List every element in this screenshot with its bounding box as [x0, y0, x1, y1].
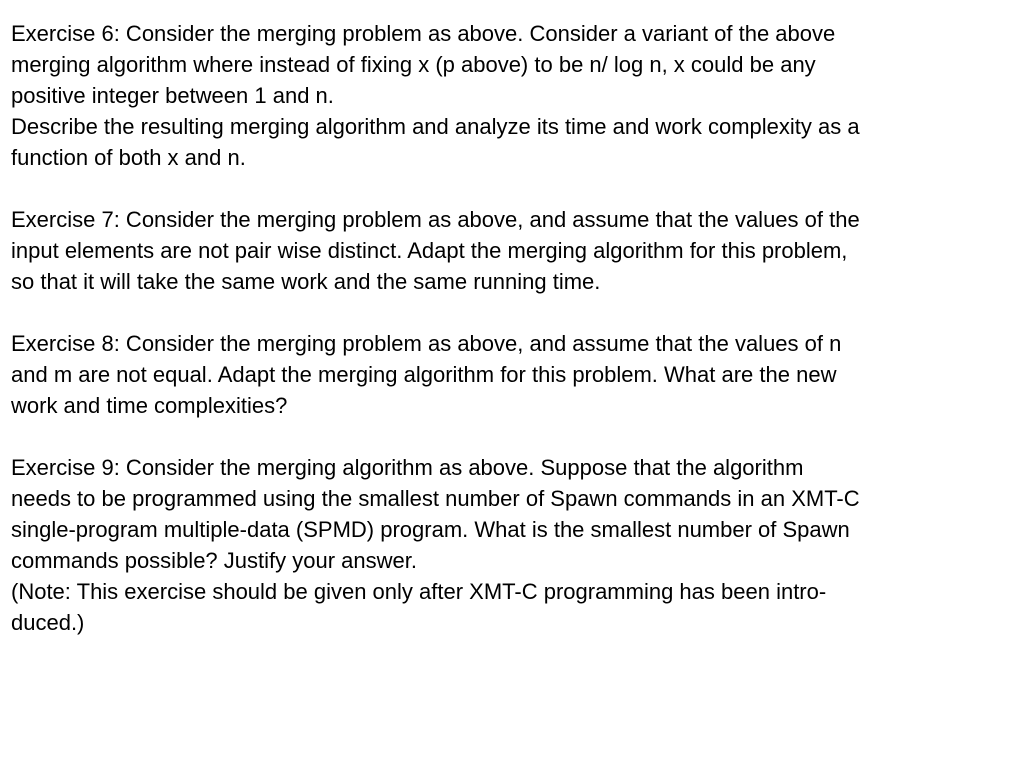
- text-line: (Note: This exercise should be given only after XMT-C programming has been intro-: [11, 579, 827, 604]
- text-line: Exercise 6: Consider the merging problem as above. Consider a variant of the above: [11, 21, 836, 46]
- text-line: duced.): [11, 610, 85, 635]
- exercise-8: [11, 328, 1016, 421]
- exercise-6: [11, 18, 1016, 173]
- text-line: needs to be programmed using the smallest number of Spawn commands in an XMT-C: [11, 486, 860, 511]
- paragraph-gap: [11, 421, 1016, 452]
- text-line: merging algorithm where instead of fixing x (p above) to be n/ log n, x could be any: [11, 52, 816, 77]
- text-line: input elements are not pair wise distinct. Adapt the merging algorithm for this problem,: [11, 238, 848, 263]
- slide-content: [11, 18, 1016, 638]
- text-line: Describe the resulting merging algorithm and analyze its time and work complexity as a: [11, 114, 860, 139]
- text-line: commands possible? Justify your answer.: [11, 548, 417, 573]
- exercise-7: [11, 204, 1016, 297]
- text-line: positive integer between 1 and n.: [11, 83, 334, 108]
- paragraph-gap: [11, 173, 1016, 204]
- text-line: Exercise 7: Consider the merging problem as above, and assume that the values of the: [11, 207, 860, 232]
- paragraph-gap: [11, 297, 1016, 328]
- text-line: and m are not equal. Adapt the merging algorithm for this problem. What are the new: [11, 362, 837, 387]
- exercise-9: [11, 452, 1016, 638]
- text-line: work and time complexities?: [11, 393, 288, 418]
- text-line: so that it will take the same work and the same running time.: [11, 269, 601, 294]
- text-line: function of both x and n.: [11, 145, 246, 170]
- text-line: single-program multiple-data (SPMD) program. What is the smallest number of Spawn: [11, 517, 850, 542]
- text-line: Exercise 8: Consider the merging problem as above, and assume that the values of n: [11, 331, 842, 356]
- text-line: Exercise 9: Consider the merging algorithm as above. Suppose that the algorithm: [11, 455, 804, 480]
